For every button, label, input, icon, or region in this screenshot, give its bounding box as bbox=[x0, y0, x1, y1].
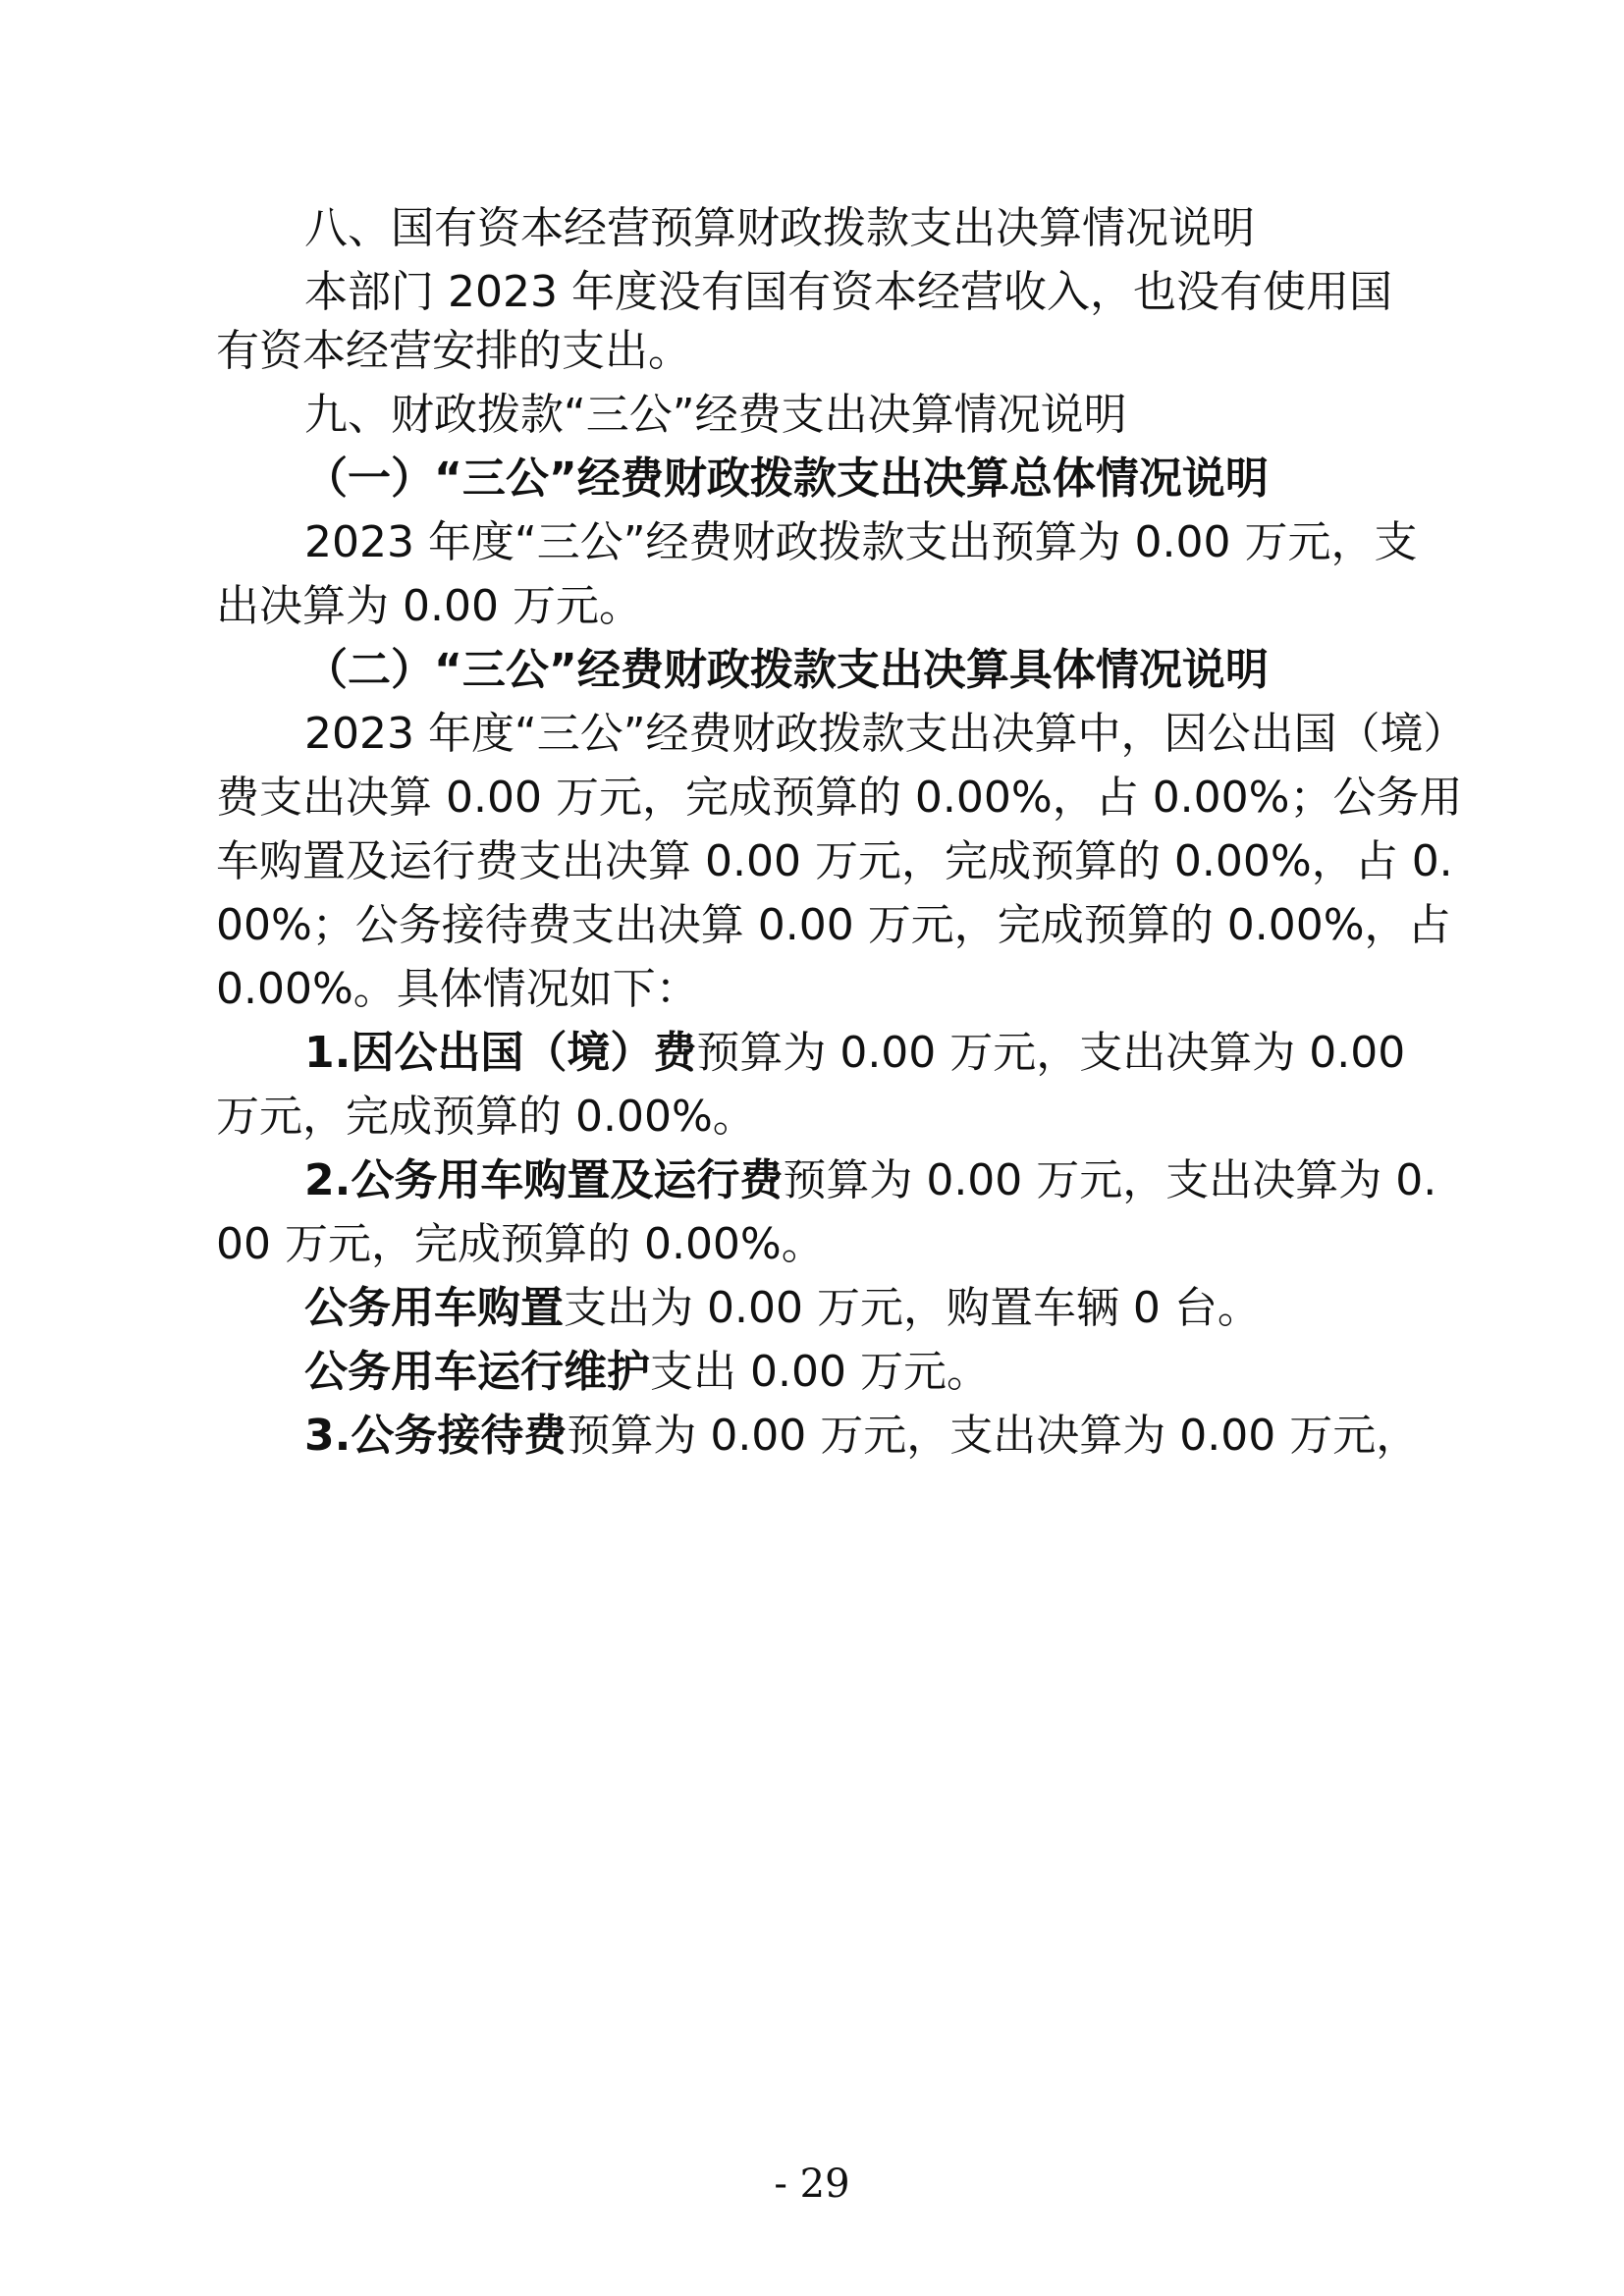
sub1-heading: （一）“三公”经费财政拨款支出决算总体情况说明 bbox=[304, 454, 1269, 504]
section8-paragraph-line2: 有资本经营安排的支出。 bbox=[216, 326, 691, 376]
item2-line1 bbox=[304, 1153, 1436, 1208]
maintain-rest: 支出 0.00 万元。 bbox=[650, 1347, 990, 1397]
item2-rest: 预算为 0.00 万元，支出决算为 0. bbox=[783, 1155, 1437, 1205]
item2-purchase-line bbox=[304, 1281, 1261, 1336]
purchase-rest: 支出为 0.00 万元，购置车辆 0 台。 bbox=[564, 1283, 1261, 1333]
sub2-line: 00%；公务接待费支出决算 0.00 万元，完成预算的 0.00%，占 bbox=[216, 900, 1451, 950]
item3-label: 3.公务接待费 bbox=[304, 1411, 568, 1461]
item1-line1 bbox=[304, 1026, 1405, 1081]
section8-heading: 八、国有资本经营预算财政拨款支出决算情况说明 bbox=[304, 203, 1255, 253]
sub1-line2: 出决算为 0.00 万元。 bbox=[216, 581, 642, 631]
purchase-label: 公务用车购置 bbox=[304, 1283, 564, 1333]
item3-rest: 预算为 0.00 万元，支出决算为 0.00 万元， bbox=[567, 1411, 1420, 1461]
maintain-label: 公务用车运行维护 bbox=[304, 1347, 650, 1397]
sub2-heading: （二）“三公”经费财政拨款支出决算具体情况说明 bbox=[304, 645, 1269, 695]
item2-line2: 00 万元，完成预算的 0.00%。 bbox=[216, 1219, 825, 1269]
page-number: - 29 bbox=[774, 2162, 850, 2207]
item3-line1 bbox=[304, 1409, 1419, 1464]
section9-heading: 九、财政拨款“三公”经费支出决算情况说明 bbox=[304, 390, 1127, 440]
item2-maintain-line bbox=[304, 1345, 990, 1400]
sub2-line: 0.00%。具体情况如下： bbox=[216, 964, 699, 1014]
sub2-line: 费支出决算 0.00 万元，完成预算的 0.00%，占 0.00%；公务用 bbox=[216, 773, 1463, 823]
item2-label: 2.公务用车购置及运行费 bbox=[304, 1155, 784, 1205]
sub2-line: 2023 年度“三公”经费财政拨款支出决算中，因公出国（境） bbox=[304, 709, 1467, 759]
sub1-line1: 2023 年度“三公”经费财政拨款支出预算为 0.00 万元，支 bbox=[304, 517, 1418, 567]
item1-rest: 预算为 0.00 万元，支出决算为 0.00 bbox=[696, 1028, 1406, 1078]
item1-line2: 万元，完成预算的 0.00%。 bbox=[216, 1092, 756, 1142]
sub2-line: 车购置及运行费支出决算 0.00 万元，完成预算的 0.00%，占 0. bbox=[216, 836, 1453, 886]
item1-label: 1.因公出国（境）费 bbox=[304, 1028, 697, 1078]
section8-paragraph-line1: 本部门 2023 年度没有国有资本经营收入，也没有使用国 bbox=[304, 267, 1392, 317]
